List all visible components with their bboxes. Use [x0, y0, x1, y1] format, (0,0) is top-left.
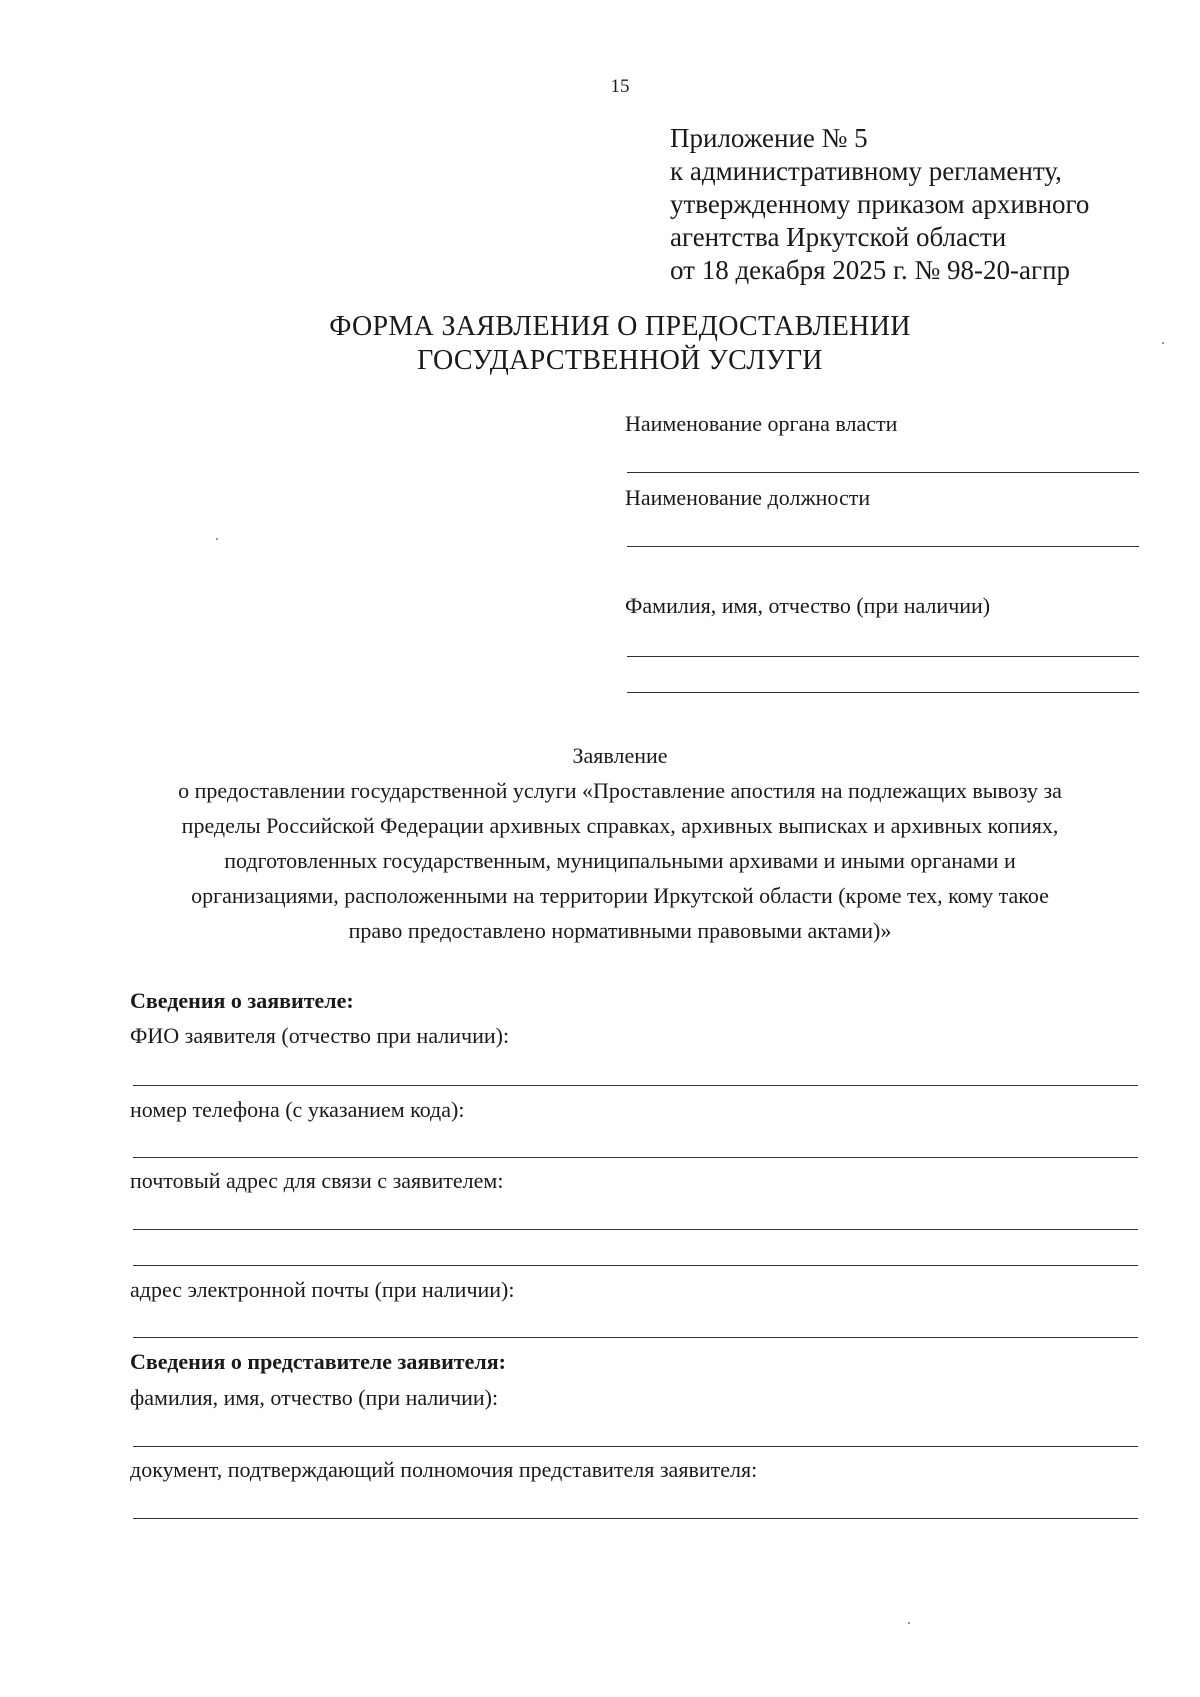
appendix-line: к административному регламенту,	[670, 156, 1062, 186]
applicant-section-heading: Сведения о заявителе:	[130, 988, 354, 1013]
official-full-name-field-2[interactable]	[627, 692, 1139, 693]
appendix-line: от 18 декабря 2025 г. № 98-20-агпр	[670, 255, 1071, 285]
applicant-full-name-field[interactable]	[133, 1085, 1138, 1086]
representative-full-name-label: фамилия, имя, отчество (при наличии):	[130, 1385, 499, 1410]
statement-heading: Заявление	[572, 743, 668, 768]
applicant-phone-field[interactable]	[133, 1157, 1138, 1158]
statement-line: организациями, расположенными на территории Иркутской области (кроме тех, кому такое	[191, 883, 1049, 908]
statement-line: о предоставлении государственной услуги «Проставление апостиля на подлежащих вывозу за	[178, 778, 1062, 803]
position-label-wrap	[625, 485, 1140, 511]
representative-authority-document-label: документ, подтверждающий полномочия представителя заявителя:	[130, 1457, 758, 1482]
representative-full-name-field[interactable]	[133, 1446, 1138, 1447]
statement-line: подготовленных государственным, муниципальными архивами и иными органами и	[224, 848, 1016, 873]
form-title-line: ФОРМА ЗАЯВЛЕНИЯ О ПРЕДОСТАВЛЕНИИ	[329, 311, 911, 342]
official-full-name-label-wrap	[625, 593, 1140, 619]
page-number: 15	[610, 76, 630, 97]
applicant-postal-address-field-1[interactable]	[133, 1229, 1138, 1230]
form-title	[0, 310, 1200, 378]
applicant-postal-address-field-2[interactable]	[133, 1265, 1138, 1266]
statement-line: право предоставлено нормативными правовыми актами)»	[348, 918, 892, 943]
official-full-name-label: Фамилия, имя, отчество (при наличии)	[625, 593, 991, 618]
position-name-label: Наименование должности	[625, 485, 871, 510]
appendix-line: утвержденному приказом архивного	[670, 189, 1090, 219]
representative-authority-document-field[interactable]	[133, 1518, 1138, 1519]
authority-name-field[interactable]	[627, 472, 1139, 473]
applicant-postal-address-label: почтовый адрес для связи с заявителем:	[130, 1168, 504, 1193]
scan-speck	[1162, 342, 1164, 344]
scan-speck	[908, 1622, 910, 1624]
authority-name-label: Наименование органа власти	[625, 411, 898, 436]
appendix-block	[670, 122, 1170, 287]
scan-speck	[216, 538, 218, 540]
applicant-email-field[interactable]	[133, 1337, 1138, 1338]
statement-block	[100, 738, 1140, 948]
form-title-line: ГОСУДАРСТВЕННОЙ УСЛУГИ	[417, 345, 823, 376]
appendix-line: Приложение № 5	[670, 123, 868, 153]
applicant-phone-label: номер телефона (с указанием кода):	[130, 1097, 465, 1122]
official-full-name-field-1[interactable]	[627, 656, 1139, 657]
position-name-field[interactable]	[627, 546, 1139, 547]
appendix-line: агентства Иркутской области	[670, 222, 1007, 252]
statement-line: пределы Российской Федерации архивных справках, архивных выписках и архивных копиях,	[181, 813, 1059, 838]
applicant-full-name-label: ФИО заявителя (отчество при наличии):	[130, 1023, 510, 1048]
representative-section-heading: Сведения о представителе заявителя:	[130, 1349, 506, 1374]
applicant-email-label: адрес электронной почты (при наличии):	[130, 1277, 515, 1302]
authority-name-label-wrap	[625, 411, 1140, 437]
